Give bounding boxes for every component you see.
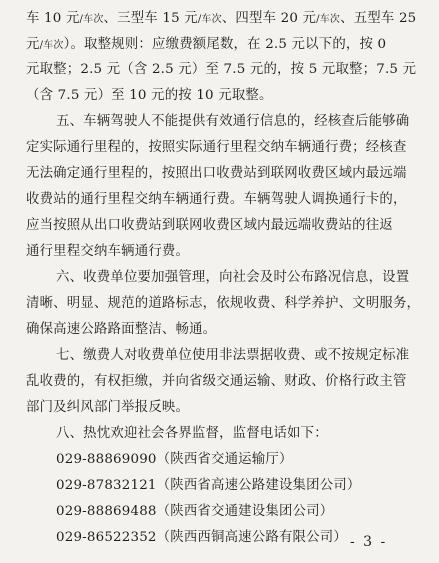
fee-line-2 — [26, 35, 386, 56]
para6-line-1: 六、收费单位要加强管理，向社会及时公布路况信息，设置 — [56, 270, 410, 285]
fee-line-4: （含 7.5 元）至 10 元的按 10 元取整。 — [26, 88, 273, 103]
hotline-org: （陕西省高速公路建设集团公司） — [156, 478, 361, 493]
para5-line-4: 收费站的通行里程交纳车辆通行费。车辆驾驶人调换通行卡的， — [26, 192, 407, 207]
fee-line-3: 元取整；2.5 元（含 2.5 元）至 7.5 元的，按 5 元取整；7.5 元 — [26, 62, 417, 77]
text: 、三型车 15 元 — [103, 11, 198, 26]
text: /车次 — [316, 14, 341, 25]
text: /车次 — [79, 14, 104, 25]
text: 、四型车 20 元 — [221, 11, 317, 26]
para6-line-2: 清晰、明显、规范的道路标志，依规收费、科学养护、文明服务， — [26, 296, 421, 311]
text: 元 — [26, 37, 40, 52]
hotline-org: （陕西西铜高速公路有限公司） — [156, 530, 347, 545]
para5-line-5: 应当按照从出口收费站到联网收费区域内最远端收费站的往返 — [26, 218, 393, 233]
hotline-number: 029-88869488 — [56, 504, 157, 519]
para8-intro: 八、热忱欢迎社会各界监督，监督电话如下： — [56, 426, 328, 441]
hotline-number: 029-87832121 — [56, 478, 157, 493]
para5-line-6: 通行里程交纳车辆通行费。 — [26, 244, 190, 259]
page-number: - 3 - — [350, 534, 388, 550]
hotline-item — [56, 528, 347, 548]
para5-line-1: 五、车辆驾驶人不能提供有效通行信息的，经核查后能够确 — [56, 114, 410, 129]
hotline-item — [56, 450, 293, 470]
para7-line-1: 七、缴费人对收费单位使用非法票据收费、或不按规定标准 — [56, 348, 410, 363]
para7-line-3: 部门及纠风部门举报反映。 — [26, 400, 190, 415]
para5-line-2: 定实际通行里程的，按照实际通行里程交纳车辆通行费；经核查 — [26, 140, 407, 155]
fee-line-1 — [26, 9, 416, 30]
hotline-org: （陕西省交通建设集团公司） — [156, 504, 334, 519]
text: 、五型车 25 — [340, 11, 417, 26]
para5-line-3: 无法确定通行里程的，按照出口收费站到联网收费区域内最远端 — [26, 166, 407, 181]
hotline-number: 029-86522352 — [56, 530, 157, 545]
text: /车次 — [39, 40, 64, 51]
text: ）。取整规则：应缴费额尾数，在 2.5 元以下的，按 0 — [63, 37, 387, 52]
hotline-item — [56, 476, 361, 496]
para7-line-2: 乱收费的，有权拒缴，并向省级交通运输、财政、价格行政主管 — [26, 374, 407, 389]
para6-line-3: 确保高速公路路面整洁、畅通。 — [26, 322, 217, 337]
text: 车 10 元 — [26, 11, 80, 26]
hotline-item — [56, 502, 333, 522]
text: /车次 — [197, 14, 222, 25]
hotline-number: 029-88869090 — [56, 452, 157, 467]
hotline-org: （陕西省交通运输厅） — [156, 452, 293, 467]
